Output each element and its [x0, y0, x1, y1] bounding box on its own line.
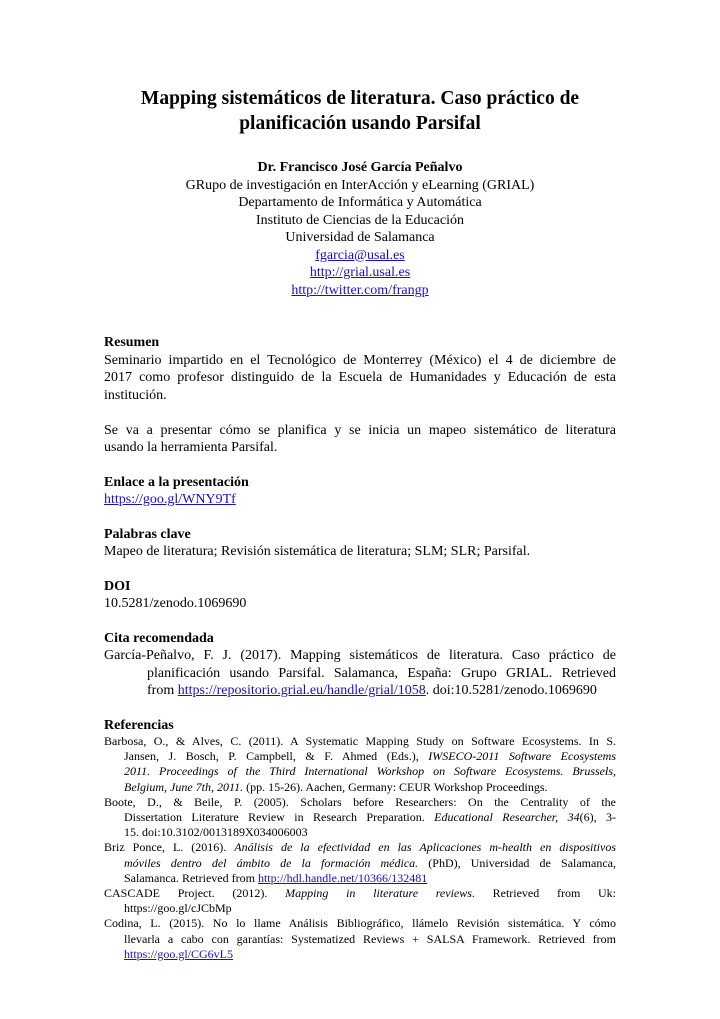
- references-section: [104, 717, 616, 963]
- abstract-text-line: 2017 como profesor distinguido de la Escuela de Humanidades y Educación de esta: [104, 370, 616, 385]
- citation-text-line: García-Peñalvo, F. J. (2017). Mapping sistemáticos de literatura. Caso práctico de: [104, 648, 616, 663]
- reference-item: Boote, D., & Beile, P. (2005). Scholars before Researchers: On the Centrality of the Dissertation Literature Review in Research Preparation. Educational Researcher, 34(6), 3- 15. doi:10.3102/0013189X034006003: [104, 794, 616, 840]
- abstract-text-line: institución.: [104, 387, 167, 403]
- reference-item: Briz Ponce, L. (2016). Análisis de la efectividad en las Aplicaciones m-health en dispositivos móviles dentro del ámbito de la formación médica. (PhD), Universidad de Salamanca, Salamanca. Retrieved from http://hdl.handle.net/10366/132481: [104, 840, 616, 885]
- hdl-handle-link[interactable]: http://hdl.handle.net/10366/132481: [257, 870, 428, 885]
- reference-item: Barbosa, O., & Alves, C. (2011). A Systematic Mapping Study on Software Ecosystems. In S. Jansen, J. Bosch, P. Campbell, & F. Ahmed (Eds.), IWSECO-2011 Software Ecosystems 2011. Proceedings of the Third International Workshop on Software Ecosystems. Brussels, Belgium, June 7th, 2011. (pp. 15-26). Aachen, Germany: CEUR Workshop Proceedings.: [104, 734, 616, 794]
- abstract-text-line: Seminario impartido en el Tecnológico de Monterrey (México) el 4 de diciembre de: [104, 352, 616, 368]
- affiliation-institute: Instituto de Ciencias de la Educación: [256, 212, 464, 228]
- abstract-text-line: usando la herramienta Parsifal.: [104, 440, 278, 455]
- presentation-link[interactable]: https://goo.gl/WNY9Tf: [104, 492, 236, 507]
- affiliation-department: Departamento de Informática y Automática: [238, 195, 482, 210]
- codina-link[interactable]: https://goo.gl/CG6vL5: [124, 946, 234, 961]
- doi-section: [104, 578, 616, 613]
- keywords-text: Mapeo de literatura; Revisión sistemática de literatura; SLM; SLR; Parsifal.: [104, 544, 531, 559]
- keywords-section: [104, 526, 616, 561]
- affiliation-group: GRupo de investigación en InterAcción y eLearning (GRIAL): [185, 177, 535, 193]
- citation-text-line: planificación usando Parsifal. Salamanca, España: Grupo GRIAL. Retrieved: [147, 665, 616, 681]
- reference-item: Codina, L. (2015). No lo llame Análisis Bibliográfico, llámelo Revisión sistemática. Y cómo llevarla a cabo con garantías: Systematized Reviews + SALSA Framework. Retrieved from https://goo.gl/CG6vL5: [104, 916, 616, 961]
- repository-link[interactable]: https://repositorio.grial.eu/handle/grial/1058: [177, 683, 426, 698]
- presentation-link-heading: Enlace a la presentación: [104, 474, 249, 490]
- author-block: [104, 159, 616, 299]
- author-email-link[interactable]: fgarcia@usal.es: [315, 247, 405, 263]
- abstract-text-line: Se va a presentar cómo se planifica y se inicia un mapeo sistemático de literatura: [104, 422, 616, 438]
- abstract-heading: Resumen: [104, 335, 160, 350]
- twitter-link[interactable]: http://twitter.com/frangp: [291, 282, 429, 298]
- citation-text-line: from https://repositorio.grial.eu/handle/grial/1058. doi:10.5281/zenodo.1069690: [147, 683, 597, 698]
- citation-section: [104, 630, 616, 700]
- author-name: Dr. Francisco José García Peñalvo: [257, 160, 463, 175]
- grial-website-link[interactable]: http://grial.usal.es: [309, 265, 411, 280]
- keywords-heading: Palabras clave: [104, 526, 191, 542]
- citation-heading: Cita recomendada: [104, 630, 214, 646]
- abstract-section: [104, 334, 616, 457]
- doi-text: 10.5281/zenodo.1069690: [104, 596, 247, 611]
- references-heading: Referencias: [104, 717, 174, 733]
- presentation-link-section: [104, 474, 616, 509]
- paper-title: Mapping sistemáticos de literatura. Caso práctico de planificación usando Parsifal: [140, 88, 580, 134]
- doi-heading: DOI: [104, 578, 131, 594]
- affiliation-university: Universidad de Salamanca: [285, 230, 435, 245]
- reference-item: CASCADE Project. (2012). Mapping in literature reviews. Retrieved from Uk: https://goo.gl/cJCbMp: [104, 886, 616, 916]
